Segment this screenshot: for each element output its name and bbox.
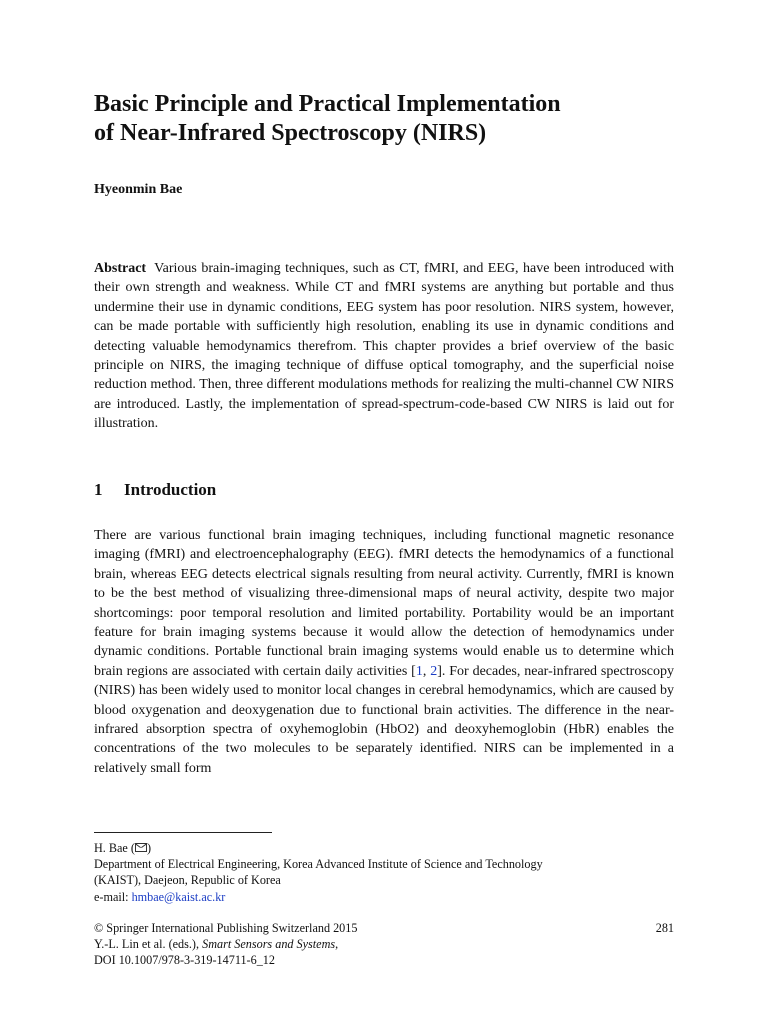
- envelope-icon: [135, 843, 147, 852]
- affiliation-line-2: (KAIST), Daejeon, Republic of Korea: [94, 873, 281, 888]
- title-line-2: of Near-Infrared Spectroscopy (NIRS): [94, 120, 487, 146]
- editors-text: Y.-L. Lin et al. (eds.),: [94, 937, 203, 952]
- book-suffix: ,: [335, 937, 339, 952]
- email-link[interactable]: hmbae@kaist.ac.kr: [131, 889, 226, 904]
- footnote-rule: [94, 832, 272, 833]
- citation-link-1[interactable]: 1: [415, 663, 423, 679]
- title-line-1: Basic Principle and Practical Implementation: [94, 91, 561, 117]
- intro-text-2: ]. For decades, near-infrared spectroscopy (NIRS) has been widely used to monitor local changes in cerebral hemodynamics, which are caused by blood oxygenation and deoxygenation due to functional brain activities. The difference in the near-infrared absorption spectra of oxyhemoglobin (HbO2) and deoxyhemoglobin (HbR) enables the concentrations of the two molecules to be separately identified. NIRS can be implemented in a relatively small form: [94, 663, 675, 776]
- abstract-text: Various brain-imaging techniques, such as CT, fMRI, and EEG, have been introduced with their own strength and weakness. While CT and fMRI systems are anything but portable and thus undermine their use in dynamic conditions, EEG system has poor resolution. NIRS system, however, can be made portable with sufficiently high resolution, enabling its use in dynamic conditions and detecting valuable hemodynamics therefrom. This chapter provides a brief overview of the basic principle on NIRS, the imaging technique of diffuse optical tomography, and the superficial noise reduction method. Then, three different modulations methods for realizing the multi-channel CW NIRS are introduced. Lastly, the implementation of spread-spectrum-code-based CW NIRS is laid out for illustration.: [94, 261, 674, 432]
- paper-title: [94, 90, 694, 148]
- citation-link-2[interactable]: 2: [430, 663, 438, 679]
- footnote-name-close: ): [146, 841, 152, 855]
- affiliation-line-1: Department of Electrical Engineering, Korea Advanced Institute of Science and Technology: [94, 857, 543, 872]
- footnote-name: H. Bae (: [94, 841, 135, 855]
- section-heading: [94, 480, 216, 500]
- section-title: Introduction: [124, 480, 217, 499]
- intro-text-1: There are various functional brain imaging techniques, including functional magnetic resonance imaging (fMRI) and electroencephalography (EEG). fMRI detects the hemodynamics of a functional brain, whereas EEG detects electrical signals resulting from neural activity. Currently, fMRI is known to be the best method of visualizing three-dimensional maps of neural activity, despite two major shortcomings: poor temporal resolution and limited portability. Portability would be an important feature for brain imaging systems because it would allow the detection of hemodynamics under dynamic conditions. Portable functional brain imaging systems would enable us to determine which brain regions are associated with certain daily activities [: [94, 528, 674, 679]
- copyright-line: © Springer International Publishing Switzerland 2015: [94, 921, 358, 935]
- footnote-name-line: [94, 840, 674, 856]
- page-number: 281: [655, 921, 674, 935]
- book-title: Smart Sensors and Systems: [202, 937, 336, 952]
- email-label: e-mail:: [94, 889, 132, 904]
- abstract-label: Abstract: [94, 261, 147, 276]
- editors-line: [94, 936, 674, 952]
- doi-line: DOI 10.1007/978-3-319-14711-6_12: [94, 953, 275, 968]
- email-line: [94, 889, 674, 905]
- section-number: 1: [94, 480, 103, 499]
- intro-paragraph: [94, 526, 674, 778]
- author-footnote: [94, 840, 674, 905]
- citation-separator: ,: [422, 663, 431, 679]
- page-footer: [94, 920, 674, 969]
- author-name: Hyeonmin Bae: [94, 182, 183, 197]
- abstract: [94, 259, 674, 434]
